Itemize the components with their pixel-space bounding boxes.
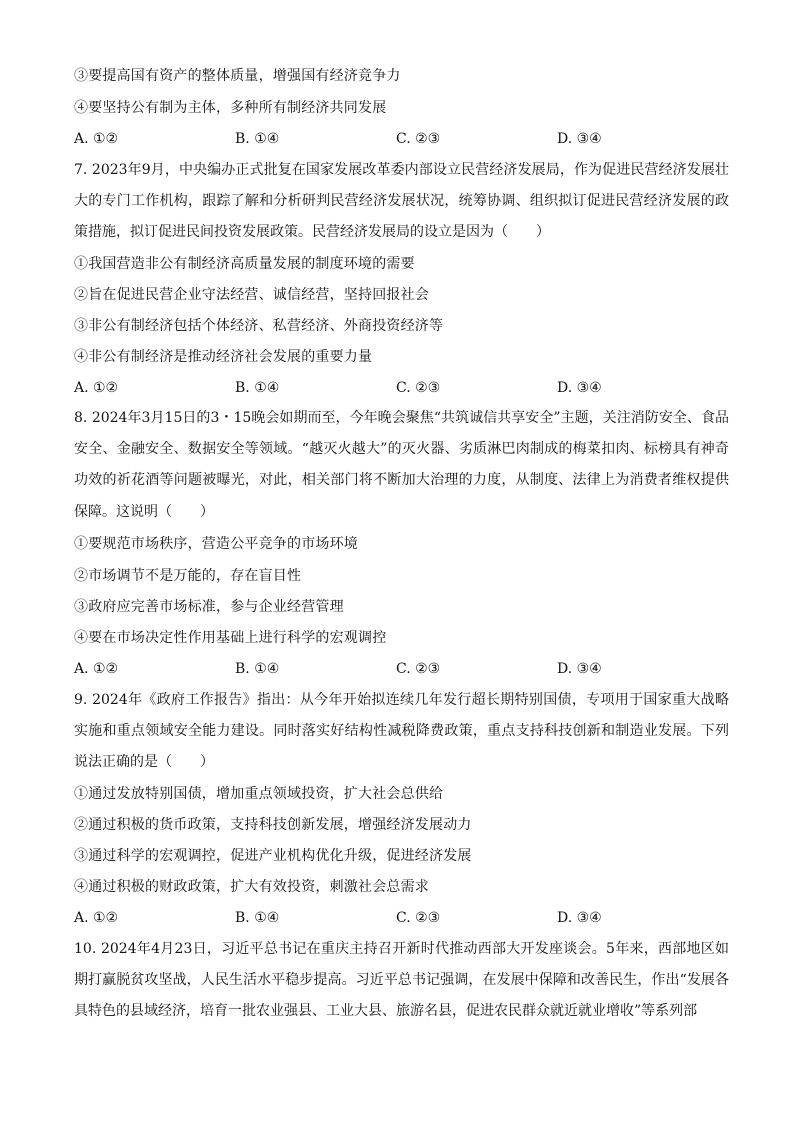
option-d: D. ③④ — [557, 380, 602, 396]
option-a: A. ①② — [74, 910, 119, 926]
option-d: D. ③④ — [557, 661, 602, 677]
q9-options — [74, 908, 734, 928]
question-8-stem: 8. 2024年3月15日的3・15晚会如期而至，今年晚会聚焦“共筑诚信共享安全”主题，关注消防安全、食品安全、金融安全、数据安全等领域。“越灭火越大”的灭火器、劣质淋巴肉制成的梅菜扣肉、标榜具有神奇功效的祈花酒等问题被曝光，对此，相关部门将不断加大治理的力度，从制度、法律上为消费者维权提供保障。这说明（ ） — [74, 410, 729, 520]
option-a: A. ①② — [74, 380, 119, 396]
option-c: C. ②③ — [396, 131, 441, 147]
question-10-stem: 10. 2024年4月23日，习近平总书记在重庆主持召开新时代推动西部大开发座谈会。5年来，西部地区如期打赢脱贫攻坚战，人民生活水平稳步提高。习近平总书记强调，在发展中保障和改善民生，作出“发展各具特色的县域经济，培育一批农业强县、工业大县、旅游名县，促进农民群众就近就业增收”等系列部 — [74, 941, 729, 1020]
question-9-stem: 9. 2024年《政府工作报告》指出：从今年开始拟连续几年发行超长期特别国债，专项用于国家重大战略实施和重点领域安全能力建设。同时落实好结构性减税降费政策，重点支持科技创新和制造业发展。下列说法正确的是（ ） — [74, 692, 729, 771]
option-a: A. ①② — [74, 131, 119, 147]
top-item-3: ③要提高国有资产的整体质量，增强国有经济竞争力 — [74, 68, 401, 84]
option-c: C. ②③ — [396, 661, 441, 677]
q7-options — [74, 378, 734, 398]
q9-item-2: ②通过积极的货币政策，支持科技创新发展，增强经济发展动力 — [74, 817, 472, 833]
q8-item-1: ①要规范市场秩序，营造公平竞争的市场环境 — [74, 536, 358, 552]
option-d: D. ③④ — [557, 131, 602, 147]
q7-item-1: ①我国营造非公有制经济高质量发展的制度环境的需要 — [74, 256, 415, 272]
option-b: B. ①④ — [235, 380, 280, 396]
option-d: D. ③④ — [557, 910, 602, 926]
q9-item-3: ③通过科学的宏观调控，促进产业机构优化升级，促进经济发展 — [74, 848, 472, 864]
q8-options — [74, 659, 734, 679]
option-c: C. ②③ — [396, 910, 441, 926]
question-7-stem: 7. 2023年9月，中央编办正式批复在国家发展改革委内部设立民营经济发展局，作为促进民营经济发展壮大的专门工作机构，跟踪了解和分析研判民营经济发展状况，统筹协调、组织拟订促进民营经济发展的政策措施，拟订促进民间投资发展政策。民营经济发展局的设立是因为（ ） — [74, 162, 729, 241]
q7-item-4: ④非公有制经济是推动经济社会发展的重要力量 — [74, 349, 373, 365]
q7-item-3: ③非公有制经济包括个体经济、私营经济、外商投资经济等 — [74, 318, 444, 334]
q7-item-2: ②旨在促进民营企业守法经营、诚信经营，坚持回报社会 — [74, 287, 429, 303]
option-b: B. ①④ — [235, 910, 280, 926]
q8-item-3: ③政府应完善市场标准，参与企业经营管理 — [74, 599, 344, 615]
q9-item-4: ④通过积极的财政政策，扩大有效投资，刺激社会总需求 — [74, 879, 429, 895]
option-b: B. ①④ — [235, 661, 280, 677]
option-a: A. ①② — [74, 661, 119, 677]
top-options — [74, 129, 734, 149]
q8-item-4: ④要在市场决定性作用基础上进行科学的宏观调控 — [74, 630, 387, 646]
q8-item-2: ②市场调节不是万能的，存在盲目性 — [74, 568, 302, 584]
q9-item-1: ①通过发放特别国债，增加重点领域投资，扩大社会总供给 — [74, 786, 444, 802]
option-c: C. ②③ — [396, 380, 441, 396]
top-item-4: ④要坚持公有制为主体，多种所有制经济共同发展 — [74, 100, 387, 116]
option-b: B. ①④ — [235, 131, 280, 147]
